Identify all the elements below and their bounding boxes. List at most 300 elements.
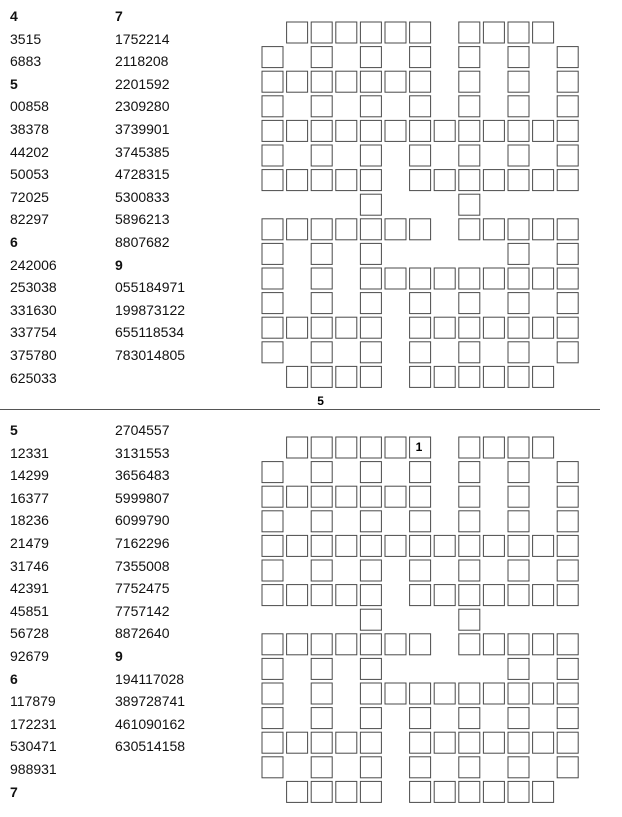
grid-cell[interactable]	[508, 683, 529, 704]
grid-cell[interactable]	[508, 757, 529, 778]
grid-cell[interactable]	[311, 732, 332, 753]
grid-cell[interactable]	[311, 96, 332, 117]
grid-cell[interactable]	[410, 71, 431, 92]
grid-cell[interactable]	[360, 486, 381, 507]
grid-cell[interactable]	[508, 535, 529, 556]
grid-cell[interactable]	[459, 683, 480, 704]
grid-cell[interactable]	[459, 96, 480, 117]
grid-cell[interactable]	[434, 170, 455, 191]
grid-cell[interactable]	[410, 120, 431, 141]
word-entry: 6099790	[115, 512, 170, 529]
grid-cell[interactable]	[360, 634, 381, 655]
grid-cell[interactable]	[434, 317, 455, 338]
grid-cell[interactable]	[385, 120, 406, 141]
grid-cell[interactable]	[336, 120, 357, 141]
grid-cell[interactable]	[360, 96, 381, 117]
grid-cell[interactable]	[434, 268, 455, 289]
grid-cell[interactable]	[311, 243, 332, 264]
word-list-left	[10, 5, 57, 389]
grid-cell[interactable]	[533, 22, 554, 43]
word-entry: 6883	[10, 53, 42, 70]
grid-cell[interactable]	[533, 317, 554, 338]
grid-cell[interactable]	[483, 437, 504, 458]
grid-cell[interactable]	[262, 535, 283, 556]
grid-cell[interactable]	[434, 366, 455, 387]
grid-cell[interactable]	[483, 781, 504, 802]
grid-cell[interactable]	[533, 535, 554, 556]
grid-cell[interactable]	[262, 511, 283, 532]
word-entry: 253038	[10, 279, 57, 296]
grid-cell[interactable]	[410, 634, 431, 655]
grid-cell[interactable]	[483, 732, 504, 753]
word-entry: 8807682	[115, 233, 170, 250]
grid-cell[interactable]	[557, 243, 578, 264]
grid-cell[interactable]	[336, 585, 357, 606]
grid-cell[interactable]	[459, 462, 480, 483]
grid-cell[interactable]	[410, 560, 431, 581]
grid-cell[interactable]	[385, 219, 406, 240]
grid-cell[interactable]	[459, 732, 480, 753]
grid-cell[interactable]	[262, 585, 283, 606]
grid-cell[interactable]	[508, 658, 529, 679]
grid-cell[interactable]	[311, 317, 332, 338]
grid-cell[interactable]	[434, 781, 455, 802]
grid-cell[interactable]	[410, 219, 431, 240]
grid-cell[interactable]	[508, 71, 529, 92]
grid-cell[interactable]	[410, 585, 431, 606]
grid-cell[interactable]	[533, 268, 554, 289]
grid-cell[interactable]	[385, 683, 406, 704]
grid-cell[interactable]	[459, 293, 480, 314]
grid-cell[interactable]	[557, 511, 578, 532]
grid-cell[interactable]	[557, 486, 578, 507]
grid-cell[interactable]	[287, 219, 308, 240]
grid-cell[interactable]	[287, 71, 308, 92]
grid-cell[interactable]	[434, 585, 455, 606]
word-entry: 2118208	[115, 53, 169, 70]
grid-cell[interactable]	[508, 170, 529, 191]
grid-cell[interactable]	[508, 366, 529, 387]
grid-cell[interactable]	[410, 683, 431, 704]
grid-cell[interactable]	[557, 145, 578, 166]
grid-cell[interactable]	[410, 486, 431, 507]
grid-cell[interactable]	[459, 437, 480, 458]
grid-cell[interactable]	[262, 486, 283, 507]
grid-cell[interactable]	[508, 268, 529, 289]
grid-cell[interactable]	[262, 293, 283, 314]
word-entry: 38378	[10, 120, 49, 137]
grid-cell[interactable]	[533, 219, 554, 240]
grid-cell[interactable]	[434, 535, 455, 556]
grid-cell[interactable]	[557, 47, 578, 68]
word-entry: 530471	[10, 738, 57, 755]
grid-cell[interactable]	[533, 634, 554, 655]
length-heading: 9	[115, 256, 123, 273]
grid-cell[interactable]	[557, 732, 578, 753]
grid-cell[interactable]	[385, 634, 406, 655]
word-entry: 2309280	[115, 98, 170, 115]
grid-cell[interactable]	[483, 317, 504, 338]
grid-cell[interactable]	[557, 268, 578, 289]
grid-cell[interactable]	[311, 634, 332, 655]
grid-cell[interactable]	[434, 732, 455, 753]
grid-cell[interactable]	[287, 634, 308, 655]
word-entry: 3515	[10, 30, 42, 47]
grid-cell[interactable]	[385, 268, 406, 289]
grid-cell[interactable]	[360, 145, 381, 166]
word-entry: 42391	[10, 580, 49, 597]
grid-cell[interactable]	[262, 145, 283, 166]
word-entry: 1752214	[115, 30, 170, 47]
grid-cell[interactable]	[483, 219, 504, 240]
grid-cell[interactable]	[533, 585, 554, 606]
word-entry: 461090162	[115, 715, 186, 732]
grid-cell[interactable]	[262, 708, 283, 729]
grid-cell[interactable]	[360, 293, 381, 314]
grid-cell[interactable]	[410, 757, 431, 778]
grid-cell[interactable]	[533, 683, 554, 704]
grid-cell[interactable]	[385, 71, 406, 92]
grid-cell[interactable]	[360, 170, 381, 191]
grid-cell[interactable]	[311, 708, 332, 729]
grid-cell[interactable]	[508, 511, 529, 532]
word-entry: 625033	[10, 369, 57, 386]
grid-cell[interactable]	[557, 535, 578, 556]
grid-cell[interactable]	[287, 585, 308, 606]
grid-cell[interactable]	[311, 293, 332, 314]
grid-cell[interactable]	[483, 585, 504, 606]
word-entry: 44202	[10, 143, 49, 160]
word-entry: 3745385	[115, 143, 170, 160]
grid-cell[interactable]	[385, 535, 406, 556]
word-entry: 630514158	[115, 738, 186, 755]
grid-cell[interactable]	[287, 22, 308, 43]
grid-cell[interactable]	[410, 462, 431, 483]
grid-cell[interactable]	[459, 486, 480, 507]
grid-cell[interactable]	[508, 486, 529, 507]
word-entry: 2201592	[115, 75, 170, 92]
grid-cell[interactable]	[459, 585, 480, 606]
grid-cell[interactable]	[533, 781, 554, 802]
grid-cell[interactable]	[311, 511, 332, 532]
grid-cell[interactable]	[459, 634, 480, 655]
grid-cell[interactable]	[360, 535, 381, 556]
grid-cell[interactable]	[508, 120, 529, 141]
grid-cell[interactable]	[336, 219, 357, 240]
grid-cell[interactable]	[459, 47, 480, 68]
grid-cell[interactable]	[360, 462, 381, 483]
grid-cell[interactable]	[434, 683, 455, 704]
grid-cell[interactable]	[459, 145, 480, 166]
grid-cell[interactable]	[311, 366, 332, 387]
grid-cell[interactable]	[557, 170, 578, 191]
grid-cell[interactable]	[533, 437, 554, 458]
grid-cell[interactable]	[360, 243, 381, 264]
grid-cell[interactable]	[385, 22, 406, 43]
grid-cell[interactable]	[508, 47, 529, 68]
grid-cell[interactable]	[483, 683, 504, 704]
grid-cell[interactable]	[360, 22, 381, 43]
given-digit: 1	[415, 440, 423, 454]
grid-cell[interactable]	[311, 658, 332, 679]
grid-cell[interactable]	[459, 535, 480, 556]
word-entry: 199873122	[115, 301, 186, 318]
grid-cell[interactable]	[360, 585, 381, 606]
grid-cell[interactable]	[533, 170, 554, 191]
word-list-right	[115, 5, 185, 367]
grid-cell[interactable]	[434, 120, 455, 141]
grid-cell[interactable]	[410, 317, 431, 338]
grid-cell[interactable]	[311, 47, 332, 68]
grid-cell[interactable]	[336, 535, 357, 556]
grid-cell[interactable]	[287, 437, 308, 458]
grid-cell[interactable]	[459, 219, 480, 240]
grid-cell[interactable]	[557, 634, 578, 655]
grid-cell[interactable]	[459, 22, 480, 43]
grid-cell[interactable]	[360, 219, 381, 240]
grid-cell[interactable]	[508, 145, 529, 166]
word-entry: 45851	[10, 602, 49, 619]
grid-cell[interactable]	[508, 560, 529, 581]
grid-cell[interactable]	[287, 486, 308, 507]
grid-cell[interactable]	[459, 757, 480, 778]
grid-cell[interactable]	[262, 96, 283, 117]
grid-cell[interactable]	[508, 585, 529, 606]
grid-cell[interactable]	[557, 708, 578, 729]
grid-cell[interactable]	[262, 170, 283, 191]
word-entry: 7757142	[115, 602, 170, 619]
grid-cell[interactable]	[360, 194, 381, 215]
grid-cell[interactable]	[287, 366, 308, 387]
grid-cell[interactable]	[287, 170, 308, 191]
grid-cell[interactable]	[533, 120, 554, 141]
grid-cell[interactable]	[360, 317, 381, 338]
grid-cell[interactable]	[311, 535, 332, 556]
grid-cell[interactable]	[311, 486, 332, 507]
grid-cell[interactable]	[410, 511, 431, 532]
grid-cell[interactable]	[311, 560, 332, 581]
grid-cell[interactable]	[336, 486, 357, 507]
grid-cell[interactable]	[508, 293, 529, 314]
grid-cell[interactable]	[557, 585, 578, 606]
grid-cell[interactable]	[410, 47, 431, 68]
grid-cell[interactable]	[557, 219, 578, 240]
grid-cell[interactable]	[410, 170, 431, 191]
word-entry: 242006	[10, 256, 57, 273]
grid-cell[interactable]	[336, 22, 357, 43]
grid-cell[interactable]	[508, 437, 529, 458]
grid-cell[interactable]	[557, 462, 578, 483]
grid-cell[interactable]	[557, 658, 578, 679]
grid-cell[interactable]	[533, 732, 554, 753]
word-entry: 18236	[10, 512, 49, 529]
grid-cell[interactable]	[311, 781, 332, 802]
grid-cell[interactable]	[557, 683, 578, 704]
grid-cell[interactable]	[385, 486, 406, 507]
grid-cell[interactable]	[336, 437, 357, 458]
word-entry: 337754	[10, 324, 57, 341]
word-entry: 4728315	[115, 166, 170, 183]
grid-cell[interactable]	[459, 511, 480, 532]
grid-cell[interactable]	[459, 120, 480, 141]
grid-cell[interactable]	[262, 120, 283, 141]
grid-cell[interactable]	[410, 145, 431, 166]
grid-cell[interactable]	[508, 317, 529, 338]
grid-cell[interactable]	[360, 120, 381, 141]
grid-cell[interactable]	[287, 781, 308, 802]
word-list-left	[10, 419, 57, 803]
grid-cell[interactable]	[557, 560, 578, 581]
grid-cell[interactable]	[311, 585, 332, 606]
grid-cell[interactable]	[508, 462, 529, 483]
grid-cell[interactable]	[459, 71, 480, 92]
grid-cell[interactable]	[311, 462, 332, 483]
grid-cell[interactable]	[508, 732, 529, 753]
grid-cell[interactable]	[557, 317, 578, 338]
grid-cell[interactable]	[336, 71, 357, 92]
grid-cell[interactable]	[336, 366, 357, 387]
grid-cell[interactable]	[410, 293, 431, 314]
grid-cell[interactable]	[483, 535, 504, 556]
word-entry: 82297	[10, 211, 49, 228]
grid-cell[interactable]	[459, 268, 480, 289]
grid-cell[interactable]	[311, 170, 332, 191]
grid-cell[interactable]	[483, 366, 504, 387]
word-entry: 00858	[10, 98, 49, 115]
grid-cell[interactable]	[557, 293, 578, 314]
grid-cell[interactable]	[262, 47, 283, 68]
grid-cell[interactable]	[410, 732, 431, 753]
grid-cell[interactable]	[311, 683, 332, 704]
grid-cell[interactable]	[410, 781, 431, 802]
grid-cell[interactable]	[336, 732, 357, 753]
crossword-grid	[262, 437, 592, 817]
grid-cell[interactable]	[311, 268, 332, 289]
grid-cell[interactable]	[360, 437, 381, 458]
grid-cell[interactable]	[262, 683, 283, 704]
grid-cell[interactable]	[459, 194, 480, 215]
grid-cell[interactable]	[287, 120, 308, 141]
grid-cell[interactable]	[533, 366, 554, 387]
grid-cell[interactable]	[557, 757, 578, 778]
grid-cell[interactable]	[483, 268, 504, 289]
grid-cell[interactable]	[360, 366, 381, 387]
grid-cell[interactable]	[508, 781, 529, 802]
grid-cell[interactable]	[262, 71, 283, 92]
grid-cell[interactable]	[262, 342, 283, 363]
grid-cell[interactable]	[311, 145, 332, 166]
grid-cell[interactable]	[508, 634, 529, 655]
grid-cell[interactable]	[262, 560, 283, 581]
grid-cell[interactable]	[410, 535, 431, 556]
grid-cell[interactable]	[262, 317, 283, 338]
grid-cell[interactable]	[459, 170, 480, 191]
grid-cell[interactable]	[360, 511, 381, 532]
grid-cell[interactable]	[360, 47, 381, 68]
grid-cell[interactable]	[262, 219, 283, 240]
grid-cell[interactable]	[336, 781, 357, 802]
grid-cell[interactable]	[336, 170, 357, 191]
grid-cell[interactable]	[508, 96, 529, 117]
grid-cell[interactable]	[360, 781, 381, 802]
grid-cell[interactable]	[311, 437, 332, 458]
grid-cell[interactable]	[360, 683, 381, 704]
length-heading: 6	[10, 233, 18, 250]
grid-cell[interactable]	[483, 170, 504, 191]
grid-cell[interactable]	[360, 757, 381, 778]
grid-cell[interactable]	[557, 342, 578, 363]
grid-cell[interactable]	[311, 71, 332, 92]
grid-cell[interactable]	[459, 609, 480, 630]
grid-cell[interactable]	[287, 317, 308, 338]
grid-cell[interactable]	[311, 342, 332, 363]
grid-cell[interactable]	[459, 708, 480, 729]
grid-cell[interactable]	[311, 219, 332, 240]
grid-cell[interactable]	[360, 560, 381, 581]
grid-cell[interactable]	[262, 634, 283, 655]
grid-cell[interactable]	[360, 732, 381, 753]
word-entry: 375780	[10, 346, 57, 363]
grid-cell[interactable]	[262, 243, 283, 264]
grid-cell[interactable]	[557, 71, 578, 92]
grid-cell[interactable]	[459, 342, 480, 363]
grid-cell[interactable]	[360, 609, 381, 630]
grid-cell[interactable]	[508, 708, 529, 729]
grid-cell[interactable]	[262, 268, 283, 289]
grid-cell[interactable]	[459, 560, 480, 581]
grid-cell[interactable]	[483, 22, 504, 43]
grid-cell[interactable]	[508, 342, 529, 363]
grid-cell[interactable]	[459, 366, 480, 387]
grid-cell[interactable]	[360, 268, 381, 289]
grid-cell[interactable]	[360, 658, 381, 679]
grid-cell[interactable]	[287, 732, 308, 753]
grid-cell[interactable]	[311, 120, 332, 141]
grid-cell[interactable]	[311, 22, 332, 43]
length-heading: 5	[10, 75, 18, 92]
grid-cell[interactable]	[410, 268, 431, 289]
grid-cell[interactable]	[410, 96, 431, 117]
grid-cell[interactable]	[410, 366, 431, 387]
grid-cell[interactable]	[483, 634, 504, 655]
grid-cell[interactable]	[360, 708, 381, 729]
grid-cell[interactable]	[262, 462, 283, 483]
grid-cell[interactable]	[557, 120, 578, 141]
grid-cell[interactable]	[410, 342, 431, 363]
grid-cell[interactable]	[410, 708, 431, 729]
grid-cell[interactable]	[360, 71, 381, 92]
grid-cell[interactable]	[459, 317, 480, 338]
grid-cell[interactable]	[262, 757, 283, 778]
grid-cell[interactable]	[410, 22, 431, 43]
puzzle-2	[0, 410, 622, 812]
grid-cell[interactable]	[262, 658, 283, 679]
grid-cell[interactable]	[508, 22, 529, 43]
grid-cell[interactable]	[459, 781, 480, 802]
grid-cell[interactable]	[483, 120, 504, 141]
grid-cell[interactable]	[360, 342, 381, 363]
grid-cell[interactable]	[336, 634, 357, 655]
grid-cell[interactable]	[508, 219, 529, 240]
grid-cell[interactable]	[287, 535, 308, 556]
grid-cell[interactable]	[508, 243, 529, 264]
grid-cell[interactable]	[557, 96, 578, 117]
grid-cell[interactable]	[311, 757, 332, 778]
grid-cell[interactable]	[336, 317, 357, 338]
given-digit: 5	[317, 394, 324, 408]
grid-cell[interactable]	[385, 437, 406, 458]
grid-cell[interactable]	[262, 732, 283, 753]
